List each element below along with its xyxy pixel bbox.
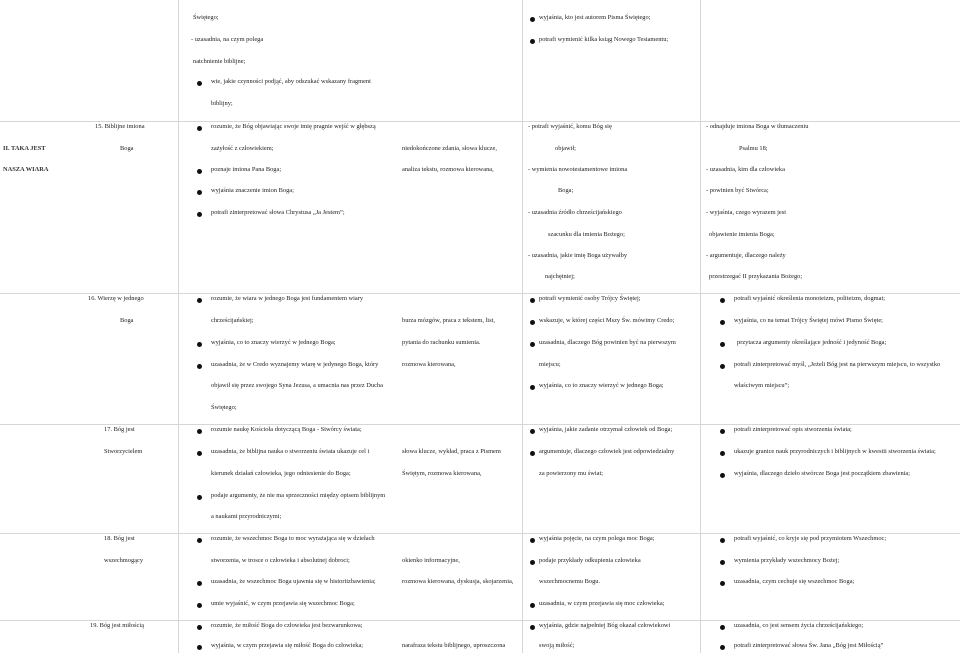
table-cell-text: Świętego; bbox=[211, 404, 237, 411]
section-heading: NASZA WIARA bbox=[3, 166, 49, 173]
bullet-icon bbox=[720, 342, 725, 347]
bullet-icon bbox=[197, 581, 202, 586]
table-cell-text: uzasadnia, w czym przejawia się moc człowieka; bbox=[539, 600, 665, 607]
table-cell-text: chrześcijańskiej; bbox=[211, 317, 254, 324]
table-cell-text: burza mózgów, praca z tekstem, list, bbox=[402, 317, 495, 324]
table-cell-text: - argumentuje, dlaczego należy bbox=[706, 252, 786, 259]
bullet-icon bbox=[720, 581, 725, 586]
bullet-icon bbox=[197, 364, 202, 369]
table-cell-text: rozmowa kierowana, bbox=[402, 361, 456, 368]
bullet-icon bbox=[720, 538, 725, 543]
bullet-icon bbox=[720, 473, 725, 478]
bullet-icon bbox=[197, 451, 202, 456]
table-cell-text: 19. Bóg jest miłością bbox=[90, 622, 144, 629]
table-cell-text: stworzenia, w trosce o człowieka i absolutnej dobroci; bbox=[211, 557, 350, 564]
table-cell-text: umie wyjaśnić, w czym przejawia się wszechmoc Boga; bbox=[211, 600, 355, 607]
column-divider bbox=[700, 0, 701, 653]
table-cell-text: objawił; bbox=[555, 145, 576, 152]
bullet-icon bbox=[530, 39, 535, 44]
table-cell-text: potrafi zinterpretować słowa Św. Jana „Bóg jest Miłością” bbox=[734, 642, 884, 649]
bullet-icon bbox=[197, 342, 202, 347]
table-cell-text: kierunek działań człowieka, jego odniesienie do Boga; bbox=[211, 470, 351, 477]
bullet-icon bbox=[720, 364, 725, 369]
table-cell-text: zażyłość z człowiekiem; bbox=[211, 145, 274, 152]
table-cell-text: Psalmu 18; bbox=[739, 145, 768, 152]
table-cell-text: Stworzycielem bbox=[104, 448, 143, 455]
table-cell-text: potrafi wymienić kilka ksiąg Nowego Testamentu; bbox=[539, 36, 669, 43]
table-cell-text: argumentuje, dlaczego człowiek jest odpowiedzialny bbox=[539, 448, 675, 455]
table-cell-text: - potrafi wyjaśnić, komu Bóg się bbox=[528, 123, 612, 130]
table-cell-text: podaje przykłady odkupienia człowieka bbox=[539, 557, 641, 564]
table-cell-text: Świętego; bbox=[193, 14, 219, 21]
bullet-icon bbox=[197, 81, 202, 86]
table-cell-text: ukazuje granice nauk przyrodniczych i biblijnych w kwestii stworzenia świata; bbox=[734, 448, 936, 455]
table-cell-text: okienko informacyjne, bbox=[402, 557, 460, 564]
section-divider bbox=[0, 424, 960, 425]
bullet-icon bbox=[197, 298, 202, 303]
table-cell-text: podaje argumenty, że nie ma sprzeczności między opisem biblijnym bbox=[211, 492, 386, 499]
table-cell-text: narafraza tekstu biblijnego, uproszczona bbox=[402, 642, 506, 649]
table-cell-text: 17. Bóg jest bbox=[104, 426, 135, 433]
table-cell-text: - uzasadnia, kim dla człowieka bbox=[706, 166, 785, 173]
table-cell-text: analiza tekstu, rozmowa kierowana, bbox=[402, 166, 494, 173]
bullet-icon bbox=[720, 625, 725, 630]
section-divider bbox=[0, 293, 960, 294]
table-cell-text: uzasadnia, że wszechmoc Boga ujawnia się w historiizbawienia; bbox=[211, 578, 376, 585]
bullet-icon bbox=[530, 603, 535, 608]
table-cell-text: Boga bbox=[120, 145, 134, 152]
table-cell-text: przestrzegać II przykazania Bożego; bbox=[709, 273, 803, 280]
table-cell-text: wszechmogący bbox=[104, 557, 144, 564]
bullet-icon bbox=[530, 320, 535, 325]
table-cell-text: uzasadnia, dlaczego Bóg powinien być na pierwszym bbox=[539, 339, 676, 346]
table-cell-text: potrafi wyjaśnić określenia monoteizm, politeizm, dogmat; bbox=[734, 295, 886, 302]
table-cell-text: wyjaśnia, w czym przejawia się miłość Boga do człowieka; bbox=[211, 642, 364, 649]
section-divider bbox=[0, 620, 960, 621]
table-cell-text: potrafi wymienić osoby Trójcy Świętej; bbox=[539, 295, 641, 302]
table-cell-text: wyjaśnia, kto jest autorem Pisma Świętego; bbox=[539, 14, 651, 21]
table-cell-text: wyjaśnia, gdzie najpełniej Bóg okazał człowiekowi bbox=[539, 622, 671, 629]
bullet-icon bbox=[530, 560, 535, 565]
bullet-icon bbox=[197, 169, 202, 174]
table-cell-text: rozumie, że Bóg objawiając swoje imię pragnie wejść w głębszą bbox=[211, 123, 376, 130]
table-cell-text: słowa klucze, wykład, praca z Pismem bbox=[402, 448, 501, 455]
table-cell-text: - uzasadnia źródło chrześcijańskiego bbox=[528, 209, 622, 216]
table-cell-text: swoją miłość; bbox=[539, 642, 575, 649]
bullet-icon bbox=[197, 538, 202, 543]
bullet-icon bbox=[720, 560, 725, 565]
section-heading: II. TAKA JEST bbox=[3, 145, 46, 152]
table-cell-text: - odnajduje imiona Boga w tłumaczeniu bbox=[706, 123, 809, 130]
table-cell-text: potrafi zinterpretować myśl, „Jeżeli Bóg jest na pierwszym miejscu, to wszystko bbox=[734, 361, 941, 368]
table-cell-text: potrafi zinterpretować opis stworzenia świata; bbox=[734, 426, 852, 433]
table-cell-text: potrafi zinterpretować słowa Chrystusa „Ja Jestem”; bbox=[211, 209, 345, 216]
bullet-icon bbox=[197, 495, 202, 500]
table-cell-text: wszechmocnemu Bogu. bbox=[539, 578, 601, 585]
table-cell-text: uzasadnia, czym cechuje się wszechmoc Boga; bbox=[734, 578, 855, 585]
bullet-icon bbox=[720, 645, 725, 650]
bullet-icon bbox=[197, 190, 202, 195]
table-cell-text: poznaje imiona Pana Boga; bbox=[211, 166, 282, 173]
table-cell-text: - uzasadnia, na czym polega bbox=[191, 36, 264, 43]
table-cell-text: wyjaśnia, co to znaczy wierzyć w jednego Boga; bbox=[539, 382, 664, 389]
bullet-icon bbox=[530, 385, 535, 390]
table-cell-text: 15. Biblijne imiona bbox=[95, 123, 145, 130]
bullet-icon bbox=[530, 451, 535, 456]
table-cell-text: 18. Bóg jest bbox=[104, 535, 135, 542]
table-cell-text: wymienia przykłady wszechmocy Bożej; bbox=[734, 557, 840, 564]
table-cell-text: miejscu; bbox=[539, 361, 561, 368]
table-cell-text: wyjaśnia pojęcie, na czym polega moc Boga; bbox=[539, 535, 655, 542]
bullet-icon bbox=[197, 429, 202, 434]
table-cell-text: potrafi wyjaśnić, co kryje się pod przymiotem Wszechmoc; bbox=[734, 535, 887, 542]
table-cell-text: a naukami przyrodniczymi; bbox=[211, 513, 282, 520]
table-cell-text: właściwym miejscu”; bbox=[734, 382, 790, 389]
table-cell-text: - powinien być Stwórca; bbox=[706, 187, 769, 194]
bullet-icon bbox=[530, 538, 535, 543]
table-cell-text: wie, jakie czynności podjąć, aby odszukać wskazany fragment bbox=[211, 78, 371, 85]
table-cell-text: szacunku dla imienia Bożego; bbox=[548, 231, 625, 238]
table-cell-text: rozumie, że wszechmoc Boga to moc wyrażająca się w dziełach bbox=[211, 535, 375, 542]
table-cell-text: uzasadnia, co jest sensem życia chrześcijańskiego; bbox=[734, 622, 864, 629]
section-divider bbox=[0, 121, 960, 122]
section-divider bbox=[0, 533, 960, 534]
column-divider bbox=[178, 0, 179, 653]
bullet-icon bbox=[720, 298, 725, 303]
table-cell-text: wyjaśnia, jakie zadanie otrzymał człowiek od Boga; bbox=[539, 426, 673, 433]
column-divider bbox=[522, 0, 523, 653]
table-cell-text: przytacza argumenty określające jedność i jedyność Boga; bbox=[737, 339, 887, 346]
bullet-icon bbox=[530, 429, 535, 434]
table-cell-text: Świętym, rozmowa kierowana, bbox=[402, 470, 482, 477]
table-cell-text: uzasadnia, że biblijna nauka o stworzeniu świata ukazuje cel i bbox=[211, 448, 370, 455]
bullet-icon bbox=[720, 429, 725, 434]
table-cell-text: rozmowa kierowana, dyskusja, skojarzenia, bbox=[402, 578, 514, 585]
table-cell-text: wyjaśnia, co na temat Trójcy Świętej mówi Pismo Święte; bbox=[734, 317, 883, 324]
table-cell-text: wskazuje, w której części Mszy Św. mówimy Credo; bbox=[539, 317, 675, 324]
table-cell-text: - wymienia nowotestamentowe imiona bbox=[528, 166, 628, 173]
table-cell-text: rozumie naukę Kościoła dotyczącą Boga - Stwórcy świata; bbox=[211, 426, 362, 433]
table-cell-text: niedokończone zdania, słowa klucze, bbox=[402, 145, 497, 152]
bullet-icon bbox=[197, 603, 202, 608]
table-cell-text: Boga bbox=[120, 317, 134, 324]
table-cell-text: natchnienie biblijne; bbox=[193, 58, 246, 65]
bullet-icon bbox=[530, 298, 535, 303]
table-cell-text: Boga; bbox=[558, 187, 574, 194]
bullet-icon bbox=[197, 645, 202, 650]
table-cell-text: wyjaśnia znaczenie imion Boga; bbox=[211, 187, 294, 194]
bullet-icon bbox=[530, 342, 535, 347]
table-cell-text: objawił się przez swojego Syna Jezusa, a umacnia nas przez Ducha bbox=[211, 382, 383, 389]
table-cell-text: za powierzony mu świat; bbox=[539, 470, 604, 477]
table-cell-text: 16. Wierzę w jednego bbox=[88, 295, 144, 302]
bullet-icon bbox=[197, 212, 202, 217]
table-cell-text: - uzasadnia, jakie imię Boga używałby bbox=[528, 252, 628, 259]
table-cell-text: pytania do rachunku sumienia. bbox=[402, 339, 481, 346]
table-cell-text: biblijny; bbox=[211, 100, 233, 107]
bullet-icon bbox=[530, 17, 535, 22]
table-cell-text: - wyjaśnia, czego wyrazem jest bbox=[706, 209, 787, 216]
table-cell-text: wyjaśnia, dlaczego dzieło stwórcze Boga jest początkiem zbawienia; bbox=[734, 470, 911, 477]
table-cell-text: wyjaśnia, co to znaczy wierzyć w jednego Boga; bbox=[211, 339, 336, 346]
table-cell-text: uzasadnia, że w Credo wyznajemy wiarę w jedynego Boga, który bbox=[211, 361, 379, 368]
bullet-icon bbox=[197, 625, 202, 630]
bullet-icon bbox=[197, 126, 202, 131]
table-cell-text: najchętniej; bbox=[545, 273, 575, 280]
bullet-icon bbox=[530, 625, 535, 630]
table-cell-text: rozumie, że miłość Boga do człowieka jest bezwarunkowa; bbox=[211, 622, 363, 629]
bullet-icon bbox=[720, 320, 725, 325]
table-cell-text: rozumie, że wiara w jednego Boga jest fundamentem wiary bbox=[211, 295, 364, 302]
table-cell-text: objawienie imienia Boga; bbox=[709, 231, 775, 238]
bullet-icon bbox=[720, 451, 725, 456]
